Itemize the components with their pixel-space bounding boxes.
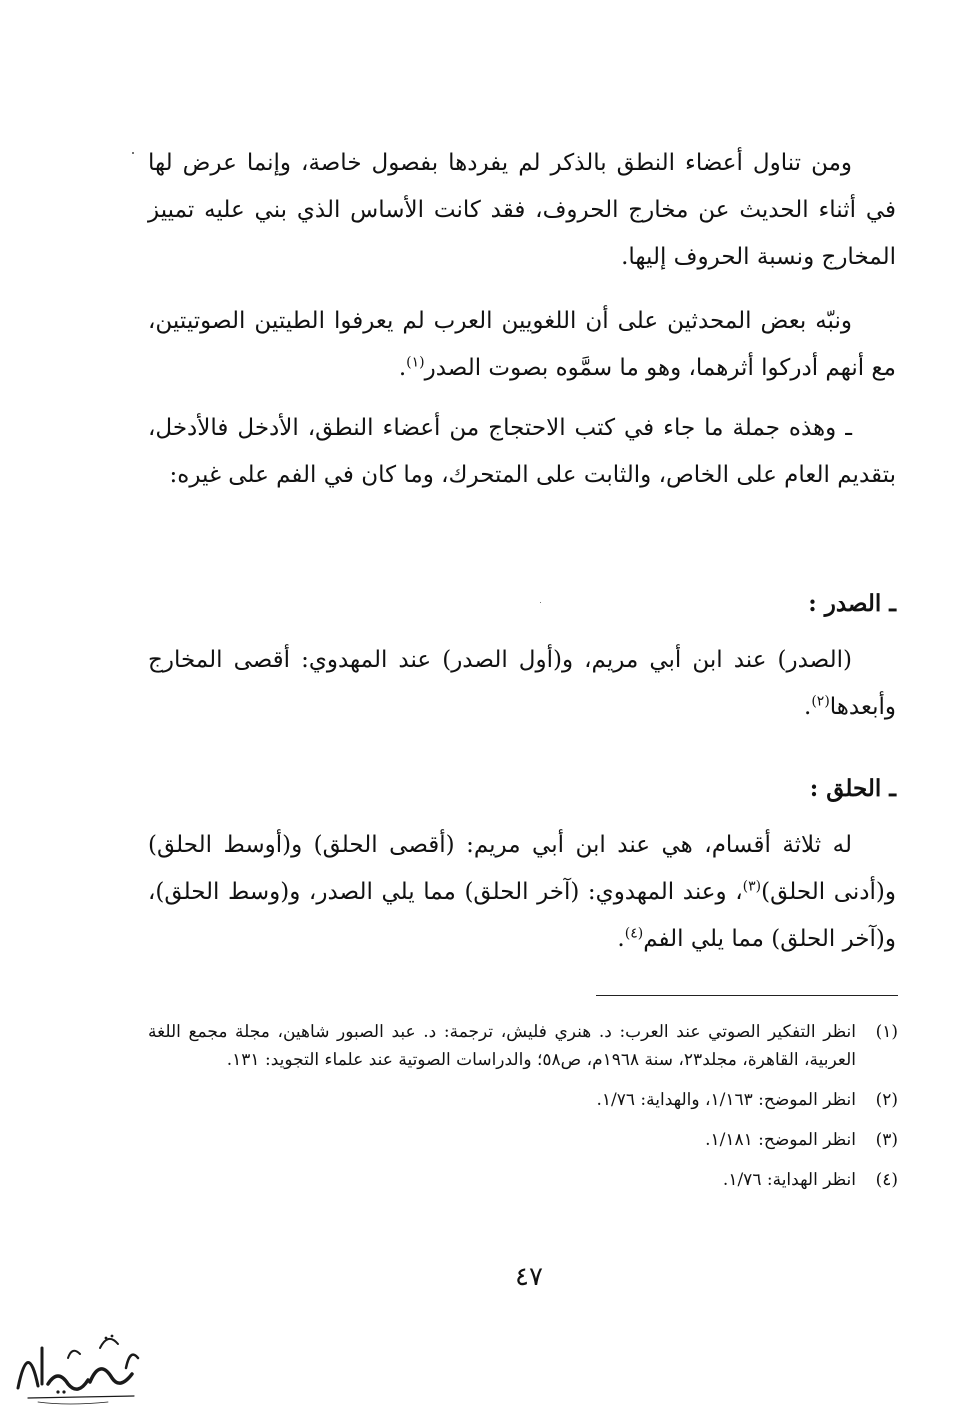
footnote-4 bbox=[148, 1166, 898, 1194]
paragraph-3 bbox=[148, 405, 896, 499]
paragraph-1 bbox=[148, 140, 896, 281]
scan-speck bbox=[132, 152, 134, 154]
footnote-ref-2[interactable]: (٢) bbox=[811, 693, 830, 710]
footnote-text: انظر الهداية: ١/٧٦. bbox=[722, 1170, 856, 1190]
footnotes-section bbox=[148, 1018, 898, 1206]
paragraph-text bbox=[148, 637, 896, 731]
paragraph-end-mark: . bbox=[398, 355, 407, 381]
paragraph-text-body: ، وعند المهدوي: (آخر الحلق) مما يلي الصدر، و(وسط الحلق)، و(آخر الحلق) مما يلي الفم bbox=[148, 879, 896, 952]
paragraph-5 bbox=[148, 822, 896, 963]
section-heading-sadr bbox=[148, 580, 896, 627]
section-heading: ـ الحلق : bbox=[809, 775, 896, 802]
footnote-1 bbox=[148, 1018, 898, 1074]
paragraph-4 bbox=[148, 637, 896, 731]
paragraph-end-mark: . bbox=[617, 926, 625, 952]
paragraph-text-body: ونبّه بعض المحدثين على أن اللغويين العرب لم يعرفوا الطيتين الصوتيتين، مع أنهم أدركوا أثرهما، وهو ما سمَّوه بصوت الصدر bbox=[148, 308, 896, 381]
page-number: ٤٧ bbox=[515, 1262, 543, 1292]
paragraph-text bbox=[148, 298, 896, 392]
footnote-ref-1[interactable]: (١) bbox=[406, 354, 425, 371]
paragraph-text bbox=[148, 822, 896, 963]
footnote-number: (٢) bbox=[875, 1090, 898, 1110]
footnote-ref-4[interactable]: (٤) bbox=[624, 925, 644, 942]
footnote-number: (١) bbox=[875, 1022, 898, 1042]
paragraph-text-body: له ثلاثة أقسام، هي عند ابن أبي مريم: (أقصى الحلق) و(أوسط الحلق) و(أدنى الحلق) bbox=[148, 832, 896, 905]
footnote-separator bbox=[596, 995, 898, 996]
footnote-number: (٤) bbox=[875, 1170, 898, 1190]
paragraph-text: ومن تناول أعضاء النطق بالذكر لم يفردها بفصول خاصة، وإنما عرض لها في أثناء الحديث عن مخارج الحروف، فقد كانت الأساس الذي بني عليه تمييز المخارج ونسبة الحروف إليها. bbox=[148, 150, 896, 270]
footnote-3 bbox=[148, 1126, 898, 1154]
section-heading: ـ الصدر : bbox=[808, 590, 896, 617]
footnote-number: (٣) bbox=[875, 1130, 898, 1150]
paragraph-end-mark: . bbox=[804, 694, 812, 720]
paragraph-text: ـ وهذه جملة ما جاء في كتب الاحتجاج من أعضاء النطق، الأدخل فالأدخل، بتقديم العام على الخاص، والثابت على المتحرك، وما كان في الفم على غيره: bbox=[148, 415, 896, 488]
paragraph-text-body: (الصدر) عند ابن أبي مريم، و(أول الصدر) عند المهدوي: أقصى المخارج وأبعدها bbox=[148, 647, 896, 720]
footnote-ref-3[interactable]: (٣) bbox=[742, 878, 762, 895]
footnote-2 bbox=[148, 1086, 898, 1114]
footnote-text: انظر التفكير الصوتي عند العرب: د. هنري فليش، ترجمة: د. عبد الصبور شاهين، مجلة مجمع اللغة العربية، القاهرة، مجلد٢٣، سنة ١٩٦٨م، ص٥٨؛ والدراسات الصوتية عند علماء التجويد: ١٣١. bbox=[148, 1022, 856, 1070]
calligraphy-watermark-logo bbox=[8, 1318, 148, 1408]
section-heading-halq bbox=[148, 765, 896, 812]
footnote-text: انظر الموضح: ١/١٨١. bbox=[705, 1130, 856, 1150]
paragraph-2 bbox=[148, 298, 896, 392]
footnote-text: انظر الموضح: ١/١٦٣، والهداية: ١/٧٦. bbox=[596, 1090, 856, 1110]
